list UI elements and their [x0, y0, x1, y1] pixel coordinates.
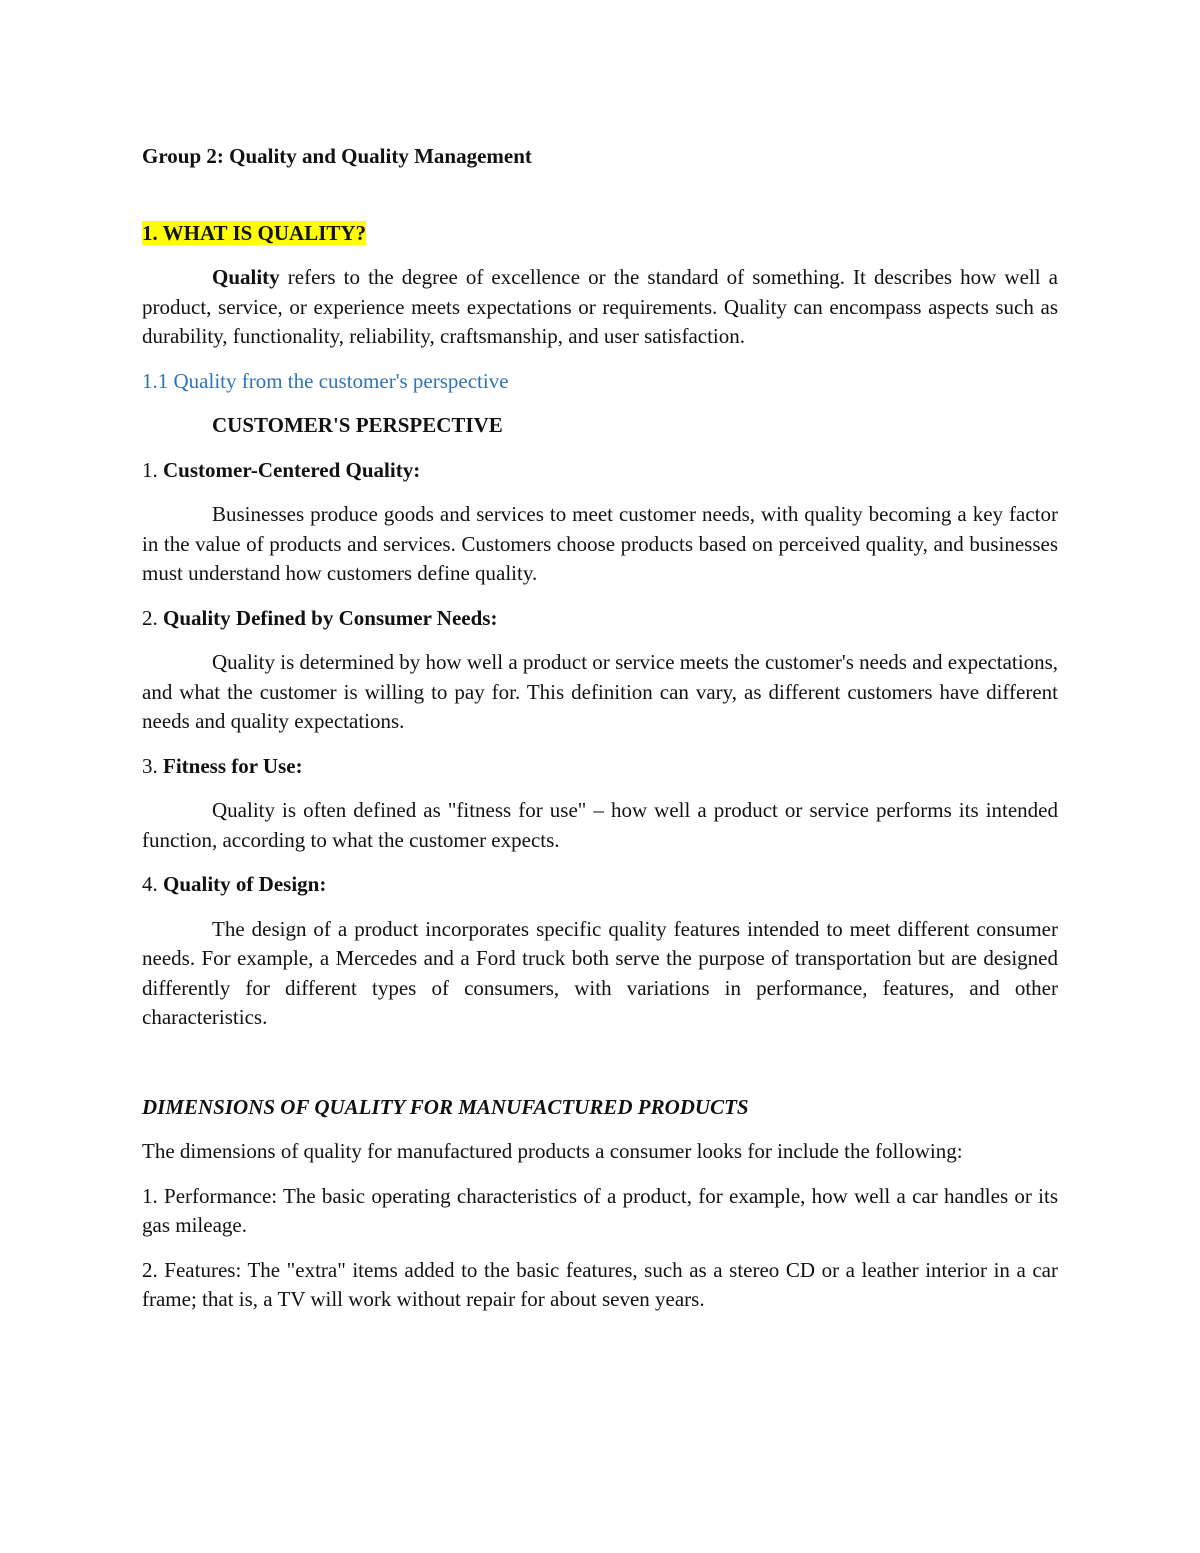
- dimension-item-performance: 1. Performance: The basic operating characteristics of a product, for example, how well a car handles or its gas mileage.: [142, 1183, 1058, 1237]
- item-body-4: The design of a product incorporates specific quality features intended to meet different consumer needs. For example, a Mercedes and a Ford truck both serve the purpose of transportation but are designed differently for different types of consumers, with variations in performance, features, and other characteristics.: [142, 916, 1058, 1029]
- item-body-3: Quality is often defined as "fitness for use" – how well a product or service performs its intended function, according to what the customer expects.: [142, 798, 1058, 852]
- item-body-1: Businesses produce goods and services to meet customer needs, with quality becoming a key factor in the value of products and services. Customers choose products based on perceived quality, and businesses must understand how customers define quality.: [142, 502, 1058, 585]
- item-title-text: Quality Defined by Consumer Needs:: [163, 605, 498, 630]
- document-title: Group 2: Quality and Quality Management: [142, 144, 532, 168]
- item-title-text: Quality of Design:: [163, 872, 327, 896]
- item-title-1: [142, 456, 1058, 486]
- highlighted-heading-text: 1. WHAT IS QUALITY?: [142, 221, 367, 245]
- document-body: [142, 140, 1058, 1315]
- item-number: 1.: [142, 457, 163, 482]
- definition-text: refers to the degree of excellence or the standard of something. It describes how well a product, service, or experience meets expectations or requirements. Quality can encompass aspects such as durability, functionality, reliability, craftsmanship, and user satisfaction.: [142, 265, 1058, 348]
- item-title-3: [142, 752, 1058, 782]
- item-title-4: [142, 870, 1058, 900]
- item-title-text: Customer-Centered Quality:: [163, 457, 421, 482]
- section-heading-what-is-quality: [142, 218, 1058, 248]
- subheading-customer-perspective: 1.1 Quality from the customer's perspective: [142, 368, 509, 393]
- quality-definition-paragraph: [142, 263, 1058, 352]
- definition-term: Quality: [212, 265, 280, 289]
- item-number: 4.: [142, 872, 163, 896]
- dimension-item-features: 2. Features: The "extra" items added to the basic features, such as a stereo CD or a leather interior in a car frame; that is, a TV will work without repair for about seven years.: [142, 1257, 1058, 1311]
- item-title-text: Fitness for Use:: [163, 753, 303, 778]
- item-number: 3.: [142, 753, 163, 778]
- item-title-2: [142, 604, 1058, 634]
- item-body-2: Quality is determined by how well a product or service meets the customer's needs and expectations, and what the customer is willing to pay for. This definition can vary, as different customers have different needs and quality expectations.: [142, 650, 1058, 733]
- customer-perspective-label: CUSTOMER'S PERSPECTIVE: [212, 413, 503, 437]
- item-number: 2.: [142, 605, 163, 630]
- dimensions-heading: DIMENSIONS OF QUALITY FOR MANUFACTURED PRODUCTS: [142, 1094, 749, 1119]
- dimensions-intro: The dimensions of quality for manufactured products a consumer looks for include the following:: [142, 1139, 963, 1163]
